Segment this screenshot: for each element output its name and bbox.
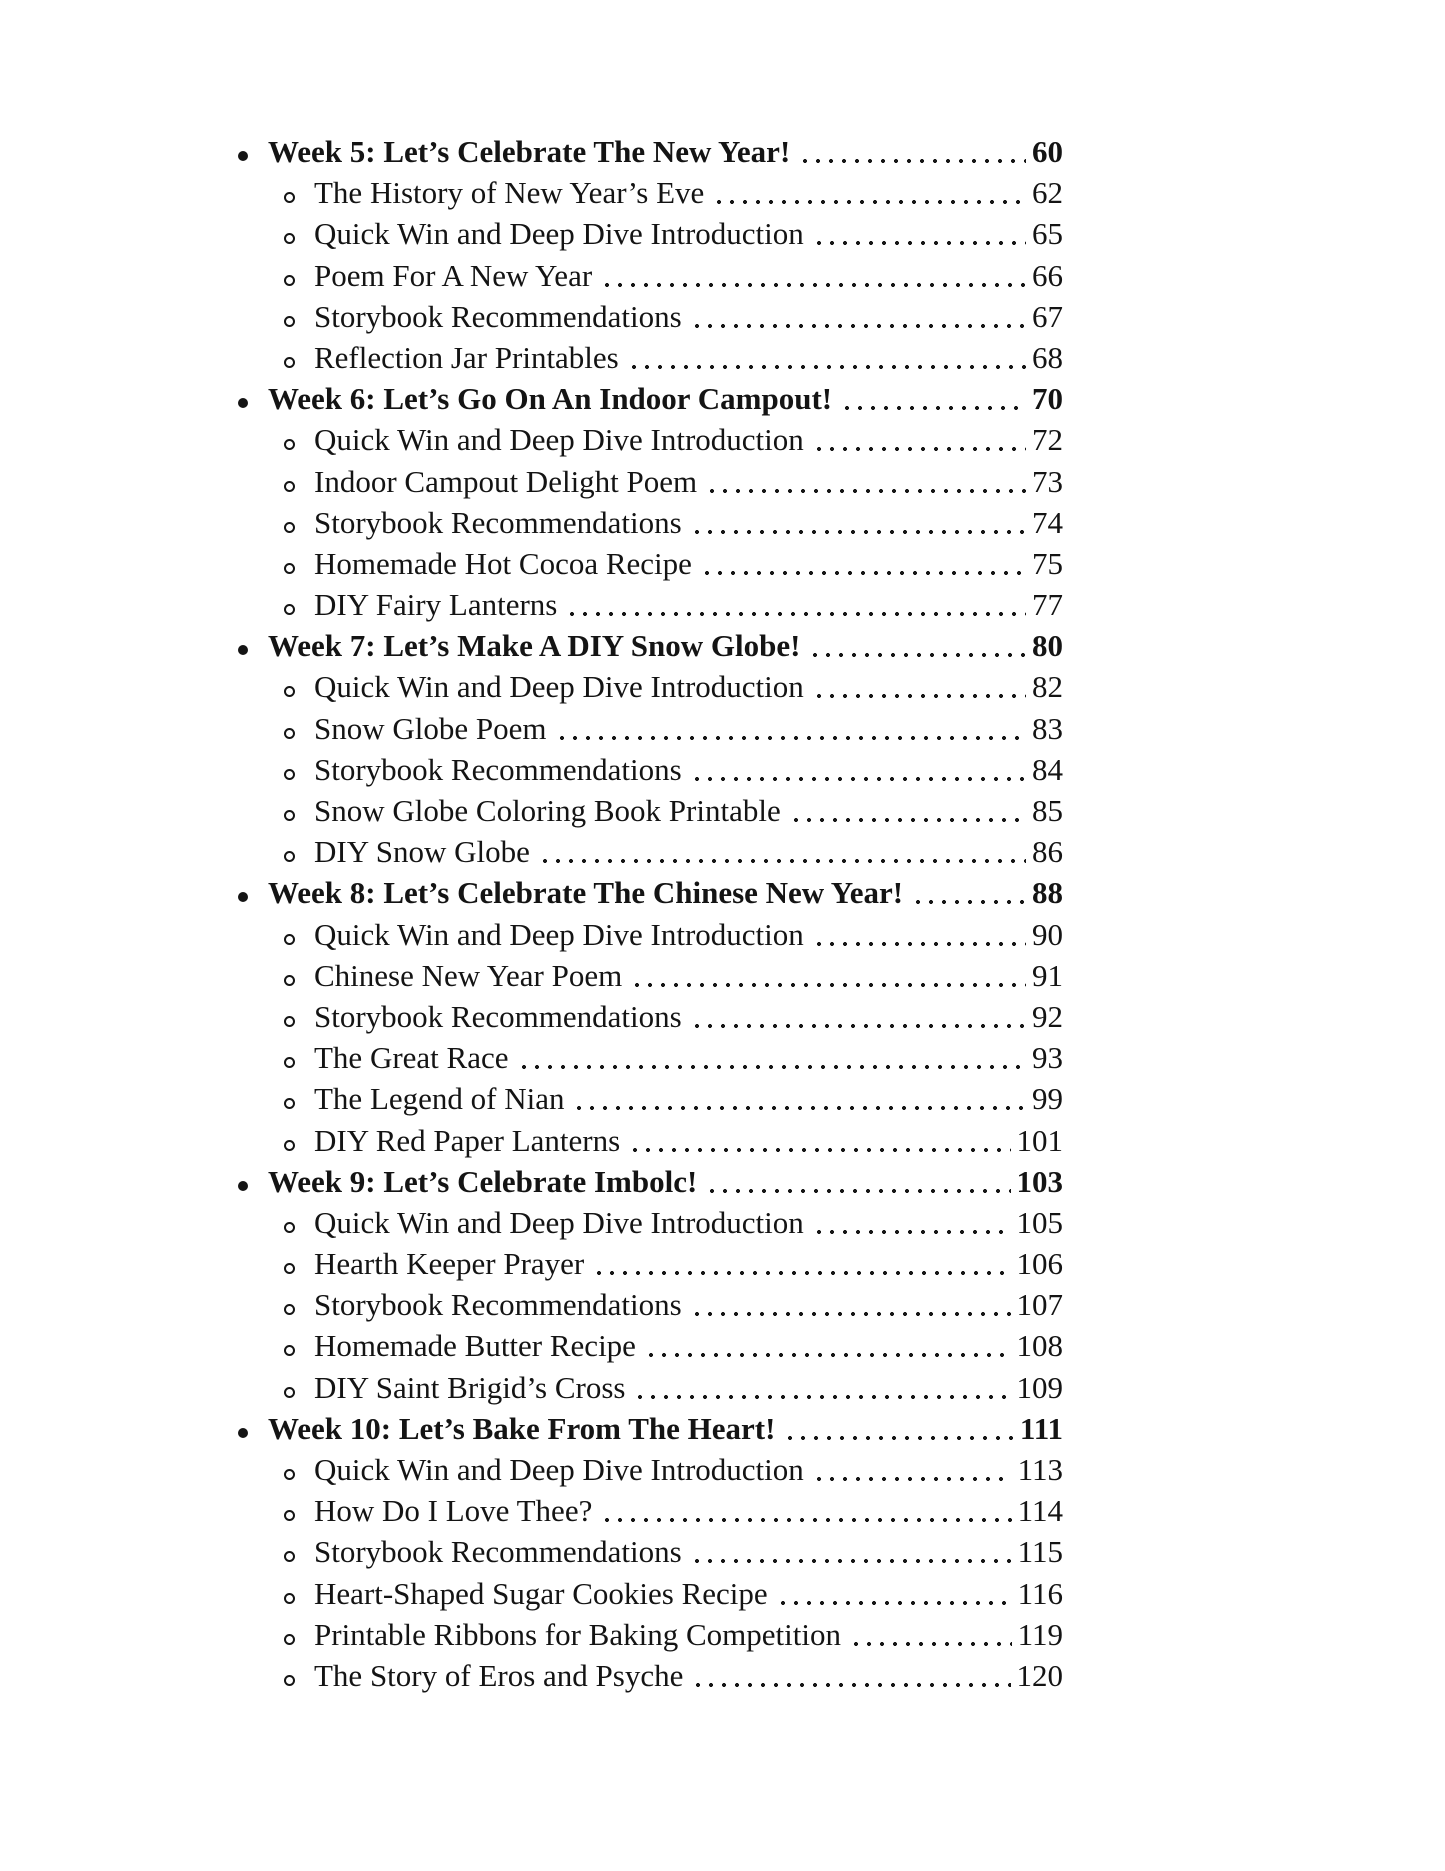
item-label: Quick Win and Deep Dive Introduction xyxy=(314,422,804,458)
item-page-number: 113 xyxy=(1017,1452,1063,1487)
item-label: DIY Red Paper Lanterns xyxy=(314,1122,621,1158)
dot-leader xyxy=(813,213,1026,254)
filled-bullet-icon xyxy=(238,1408,268,1449)
toc-item-row xyxy=(238,1284,1063,1325)
filled-bullet-icon xyxy=(238,872,268,913)
item-label: Quick Win and Deep Dive Introduction xyxy=(314,1452,804,1487)
section-title: Week 8: Let’s Celebrate The Chinese New Year! xyxy=(268,875,904,911)
item-page-number: 120 xyxy=(1016,1657,1063,1693)
toc-item-row xyxy=(238,1325,1063,1366)
dot-leader xyxy=(645,1325,1011,1366)
toc-item-row xyxy=(238,1490,1063,1531)
item-page-number: 93 xyxy=(1032,1040,1063,1076)
toc-item-row xyxy=(238,337,1063,378)
dot-leader xyxy=(556,708,1027,749)
item-label: Printable Ribbons for Baking Competition xyxy=(314,1616,841,1652)
dot-leader xyxy=(692,1655,1010,1696)
item-page-number: 114 xyxy=(1017,1493,1063,1529)
dot-leader xyxy=(601,255,1026,296)
toc-item-row xyxy=(238,1531,1063,1572)
toc-item-row xyxy=(238,996,1063,1037)
dot-leader xyxy=(518,1037,1027,1078)
toc-item-row xyxy=(238,502,1063,543)
toc-section-row xyxy=(238,1161,1063,1202)
dot-leader xyxy=(706,1161,1010,1202)
item-label: Reflection Jar Printables xyxy=(314,339,619,375)
item-label: Quick Win and Deep Dive Introduction xyxy=(314,669,804,705)
toc-item-row xyxy=(238,955,1063,996)
open-circle-bullet-icon xyxy=(284,502,314,543)
toc-section-row xyxy=(238,872,1063,913)
section-title: Week 10: Let’s Bake From The Heart! xyxy=(268,1410,776,1446)
item-label: Quick Win and Deep Dive Introduction xyxy=(314,1204,804,1240)
open-circle-bullet-icon xyxy=(284,543,314,584)
item-label: DIY Snow Globe xyxy=(314,834,530,870)
item-label: How Do I Love Thee? xyxy=(314,1493,593,1529)
open-circle-bullet-icon xyxy=(284,1531,314,1572)
toc-item-row xyxy=(238,543,1063,584)
open-circle-bullet-icon xyxy=(284,914,314,955)
dot-leader xyxy=(573,1078,1026,1119)
toc-item-row xyxy=(238,831,1063,872)
filled-bullet-icon xyxy=(238,131,268,172)
dot-leader xyxy=(841,378,1026,419)
item-label: Storybook Recommendations xyxy=(314,751,682,787)
toc-item-row xyxy=(238,1655,1063,1696)
dot-leader xyxy=(799,131,1026,172)
item-page-number: 92 xyxy=(1032,998,1063,1034)
item-page-number: 116 xyxy=(1017,1575,1063,1611)
section-title: Week 6: Let’s Go On An Indoor Campout! xyxy=(268,381,833,417)
toc-item-row xyxy=(238,1573,1063,1614)
section-page-number: 103 xyxy=(1016,1163,1063,1199)
item-page-number: 108 xyxy=(1016,1328,1063,1364)
dot-leader xyxy=(691,1284,1011,1325)
item-page-number: 107 xyxy=(1016,1287,1063,1323)
dot-leader xyxy=(593,1243,1010,1284)
toc-item-row xyxy=(238,1202,1063,1243)
open-circle-bullet-icon xyxy=(284,955,314,996)
item-label: Snow Globe Poem xyxy=(314,710,547,746)
toc-item-row xyxy=(238,914,1063,955)
item-page-number: 72 xyxy=(1032,422,1063,458)
open-circle-bullet-icon xyxy=(284,1078,314,1119)
item-page-number: 119 xyxy=(1017,1616,1063,1652)
item-page-number: 90 xyxy=(1032,916,1063,952)
item-label: Storybook Recommendations xyxy=(314,1534,682,1570)
toc-item-row xyxy=(238,296,1063,337)
item-page-number: 101 xyxy=(1016,1122,1063,1158)
item-label: Homemade Hot Cocoa Recipe xyxy=(314,545,692,581)
open-circle-bullet-icon xyxy=(284,296,314,337)
toc-item-row xyxy=(238,1367,1063,1408)
item-page-number: 74 xyxy=(1032,504,1063,540)
item-page-number: 66 xyxy=(1032,257,1063,293)
item-page-number: 65 xyxy=(1032,216,1063,252)
toc-item-row xyxy=(238,749,1063,790)
dot-leader xyxy=(777,1573,1012,1614)
dot-leader xyxy=(813,1202,1011,1243)
item-page-number: 109 xyxy=(1016,1369,1063,1405)
toc-list xyxy=(238,131,1063,1696)
section-title: Week 9: Let’s Celebrate Imbolc! xyxy=(268,1163,698,1199)
dot-leader xyxy=(813,419,1026,460)
toc-item-row xyxy=(238,255,1063,296)
item-label: Homemade Butter Recipe xyxy=(314,1328,636,1364)
item-page-number: 85 xyxy=(1032,793,1063,828)
item-page-number: 62 xyxy=(1032,175,1063,211)
item-page-number: 82 xyxy=(1032,669,1063,705)
item-page-number: 68 xyxy=(1032,339,1063,375)
item-label: Storybook Recommendations xyxy=(314,504,682,540)
item-page-number: 75 xyxy=(1032,545,1063,581)
toc-item-row xyxy=(238,1614,1063,1655)
item-page-number: 67 xyxy=(1032,298,1063,334)
dot-leader xyxy=(713,172,1026,213)
dot-leader xyxy=(691,749,1026,790)
dot-leader xyxy=(566,584,1026,625)
toc-item-row xyxy=(238,172,1063,213)
dot-leader xyxy=(813,1449,1012,1490)
section-title: Week 7: Let’s Make A DIY Snow Globe! xyxy=(268,628,801,664)
open-circle-bullet-icon xyxy=(284,337,314,378)
open-circle-bullet-icon xyxy=(284,1367,314,1408)
toc-item-row xyxy=(238,461,1063,502)
toc-section-row xyxy=(238,625,1063,666)
item-page-number: 115 xyxy=(1017,1534,1063,1570)
item-label: The History of New Year’s Eve xyxy=(314,175,705,211)
item-page-number: 99 xyxy=(1032,1081,1063,1117)
dot-leader xyxy=(634,1367,1010,1408)
filled-bullet-icon xyxy=(238,1161,268,1202)
dot-leader xyxy=(706,461,1026,502)
dot-leader xyxy=(701,543,1026,584)
toc-section-row xyxy=(238,378,1063,419)
dot-leader xyxy=(784,1408,1014,1449)
open-circle-bullet-icon xyxy=(284,1284,314,1325)
dot-leader xyxy=(809,625,1026,666)
toc-item-row xyxy=(238,1078,1063,1119)
toc-item-row xyxy=(238,1120,1063,1161)
item-label: The Great Race xyxy=(314,1040,509,1076)
open-circle-bullet-icon xyxy=(284,749,314,790)
toc-item-row xyxy=(238,1243,1063,1284)
item-page-number: 73 xyxy=(1032,463,1063,499)
dot-leader xyxy=(790,790,1026,831)
item-page-number: 84 xyxy=(1032,751,1063,787)
open-circle-bullet-icon xyxy=(284,584,314,625)
item-label: Storybook Recommendations xyxy=(314,998,682,1034)
item-page-number: 91 xyxy=(1032,957,1063,993)
dot-leader xyxy=(813,914,1026,955)
item-page-number: 77 xyxy=(1032,587,1063,623)
open-circle-bullet-icon xyxy=(284,255,314,296)
item-label: The Legend of Nian xyxy=(314,1081,565,1117)
toc-item-row xyxy=(238,666,1063,707)
toc-section-row xyxy=(238,1408,1063,1449)
open-circle-bullet-icon xyxy=(284,1449,314,1490)
dot-leader xyxy=(691,502,1026,543)
open-circle-bullet-icon xyxy=(284,790,314,831)
open-circle-bullet-icon xyxy=(284,1120,314,1161)
dot-leader xyxy=(691,1531,1012,1572)
item-label: Quick Win and Deep Dive Introduction xyxy=(314,216,804,252)
item-label: Hearth Keeper Prayer xyxy=(314,1246,585,1282)
toc-item-row xyxy=(238,419,1063,460)
filled-bullet-icon xyxy=(238,378,268,419)
open-circle-bullet-icon xyxy=(284,172,314,213)
item-label: The Story of Eros and Psyche xyxy=(314,1657,684,1693)
toc-item-row xyxy=(238,1037,1063,1078)
dot-leader xyxy=(631,955,1026,996)
dot-leader xyxy=(691,296,1026,337)
item-label: Quick Win and Deep Dive Introduction xyxy=(314,916,804,952)
dot-leader xyxy=(691,996,1026,1037)
dot-leader xyxy=(539,831,1026,872)
item-page-number: 105 xyxy=(1016,1204,1063,1240)
open-circle-bullet-icon xyxy=(284,1037,314,1078)
dot-leader xyxy=(813,666,1026,707)
toc-item-row xyxy=(238,708,1063,749)
section-title: Week 5: Let’s Celebrate The New Year! xyxy=(268,134,791,169)
open-circle-bullet-icon xyxy=(284,996,314,1037)
open-circle-bullet-icon xyxy=(284,213,314,254)
open-circle-bullet-icon xyxy=(284,1325,314,1366)
open-circle-bullet-icon xyxy=(284,1202,314,1243)
toc-item-row xyxy=(238,1449,1063,1490)
item-label: Indoor Campout Delight Poem xyxy=(314,463,698,499)
item-label: Snow Globe Coloring Book Printable xyxy=(314,793,781,828)
open-circle-bullet-icon xyxy=(284,461,314,502)
item-label: DIY Fairy Lanterns xyxy=(314,587,558,623)
dot-leader xyxy=(601,1490,1011,1531)
open-circle-bullet-icon xyxy=(284,1490,314,1531)
open-circle-bullet-icon xyxy=(284,419,314,460)
item-label: Chinese New Year Poem xyxy=(314,957,623,993)
open-circle-bullet-icon xyxy=(284,666,314,707)
item-label: Storybook Recommendations xyxy=(314,1287,682,1323)
item-label: Poem For A New Year xyxy=(314,257,593,293)
section-page-number: 88 xyxy=(1032,875,1063,911)
dot-leader xyxy=(628,337,1026,378)
item-label: Heart-Shaped Sugar Cookies Recipe xyxy=(314,1575,768,1611)
open-circle-bullet-icon xyxy=(284,831,314,872)
section-page-number: 111 xyxy=(1019,1410,1063,1446)
item-page-number: 83 xyxy=(1032,710,1063,746)
section-page-number: 80 xyxy=(1032,628,1063,664)
section-page-number: 70 xyxy=(1032,381,1063,417)
open-circle-bullet-icon xyxy=(284,1573,314,1614)
dot-leader xyxy=(629,1120,1010,1161)
open-circle-bullet-icon xyxy=(284,708,314,749)
toc-item-row xyxy=(238,584,1063,625)
dot-leader xyxy=(850,1614,1012,1655)
open-circle-bullet-icon xyxy=(284,1614,314,1655)
toc-section-row xyxy=(238,131,1063,172)
item-label: DIY Saint Brigid’s Cross xyxy=(314,1369,626,1405)
filled-bullet-icon xyxy=(238,625,268,666)
section-page-number: 60 xyxy=(1032,134,1063,169)
toc-item-row xyxy=(238,790,1063,831)
open-circle-bullet-icon xyxy=(284,1243,314,1284)
open-circle-bullet-icon xyxy=(284,1655,314,1696)
item-label: Storybook Recommendations xyxy=(314,298,682,334)
item-page-number: 86 xyxy=(1032,834,1063,870)
dot-leader xyxy=(912,872,1026,913)
toc-item-row xyxy=(238,213,1063,254)
item-page-number: 106 xyxy=(1016,1246,1063,1282)
